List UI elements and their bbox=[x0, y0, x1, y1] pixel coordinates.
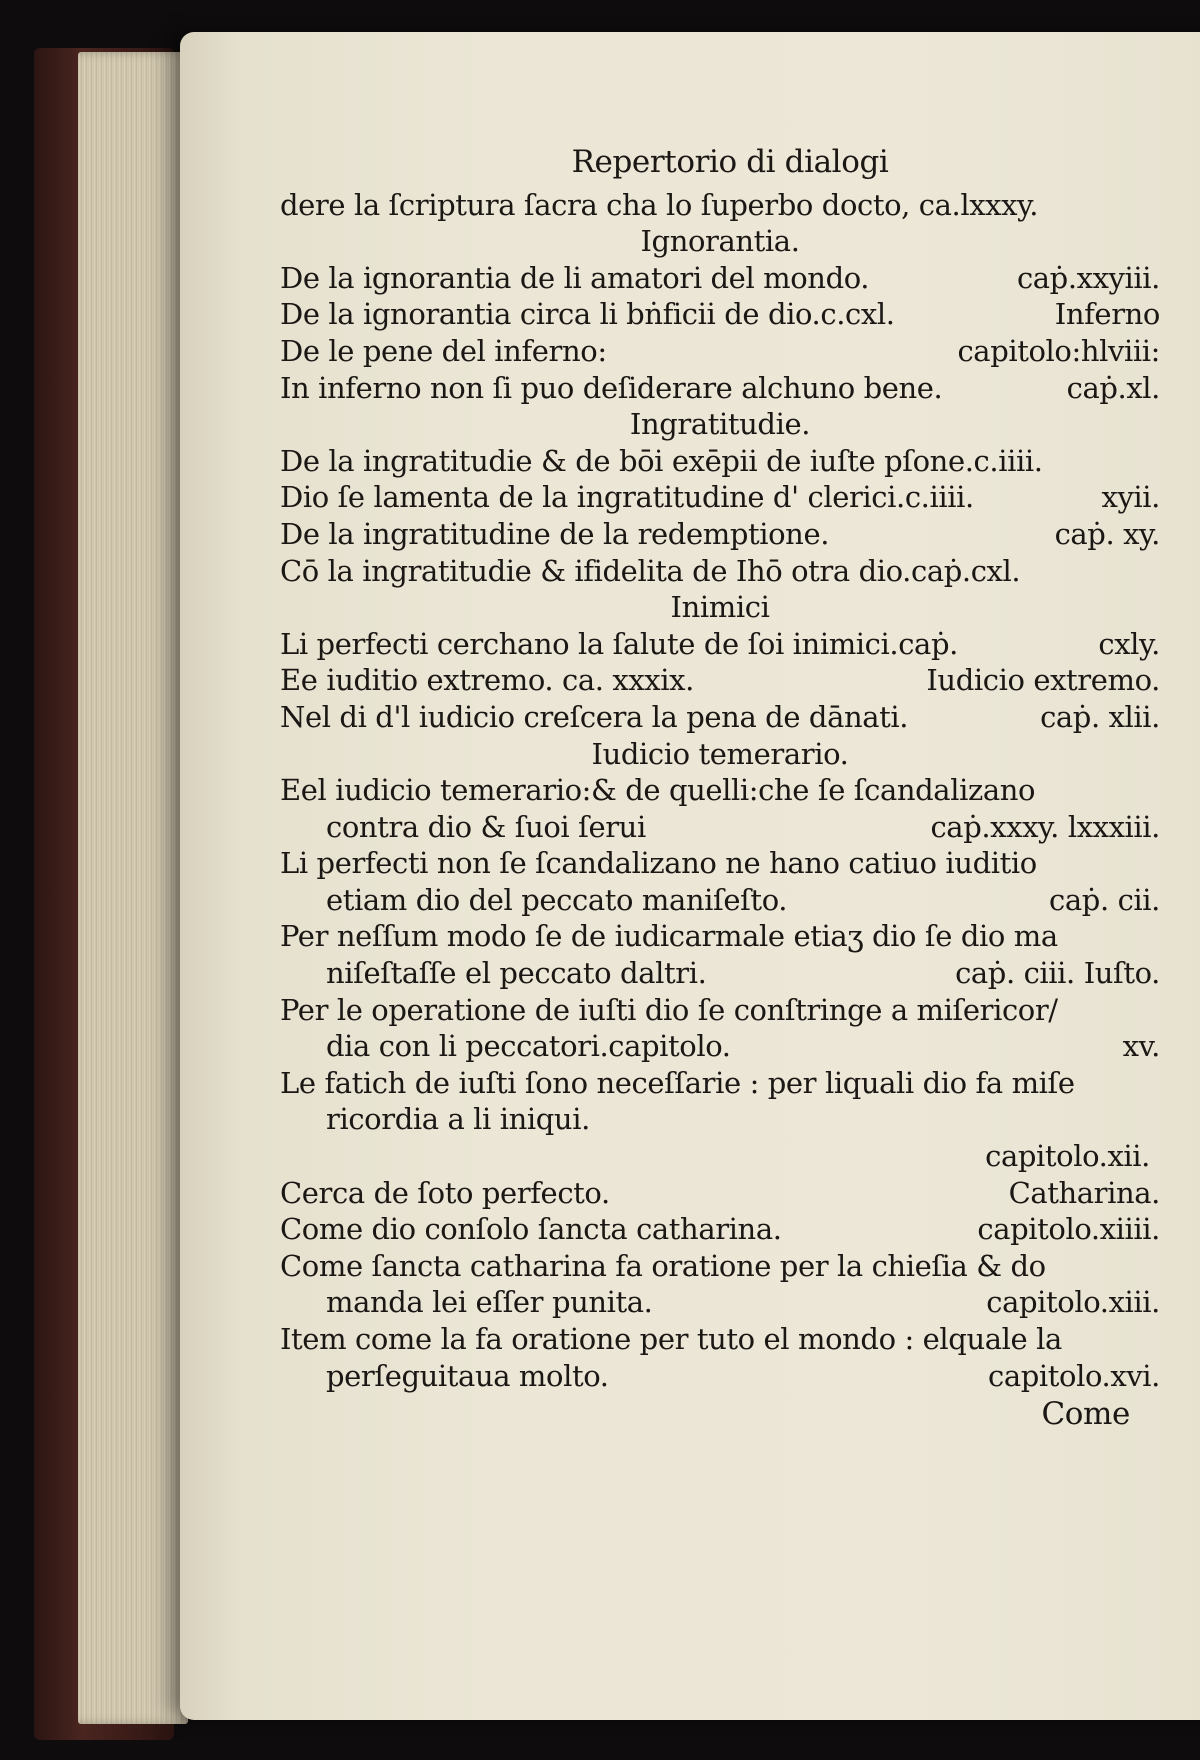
entry-text: ricordia a li iniqui. bbox=[326, 1102, 590, 1137]
entry-text: Li perfecti non ſe ſcandalizano ne hano catiuo iuditio bbox=[280, 846, 1037, 881]
entry-text: Dio ſe lamenta de la ingratitudine d' clerici.c.iiii. bbox=[280, 480, 974, 515]
index-entry bbox=[280, 1211, 1160, 1248]
entry-reference: caṗ. cii. bbox=[1049, 882, 1160, 917]
book-page bbox=[180, 32, 1200, 1720]
entry-text: Eel iudicio temerario:& de quelli:che ſe ſcandalizano bbox=[280, 773, 1036, 808]
index-entry bbox=[280, 443, 1160, 480]
entry-text: De la ingratitudine de la redemptione. bbox=[280, 516, 830, 551]
index-entry bbox=[280, 333, 1160, 370]
index-entry bbox=[280, 699, 1160, 736]
section-heading: Ignorantia. bbox=[640, 224, 800, 259]
index-entry bbox=[280, 1321, 1160, 1358]
index-entry bbox=[280, 882, 1160, 919]
entry-reference: cxly. bbox=[1098, 626, 1160, 661]
entry-text: perſeguitaua molto. bbox=[326, 1358, 609, 1393]
index-entry bbox=[280, 1065, 1160, 1102]
entry-text: De le pene del inferno: bbox=[280, 333, 607, 368]
entry-text: Come dio conſolo ſancta catharina. bbox=[280, 1212, 782, 1247]
entry-reference: capitolo.xiiii. bbox=[977, 1212, 1160, 1247]
entry-text: dere la ſcriptura ſacra cha lo ſuperbo docto, ca.lxxxy. bbox=[280, 187, 1039, 222]
index-entry bbox=[280, 1101, 1160, 1138]
entry-text: Item come la fa oratione per tuto el mondo : elquale la bbox=[280, 1322, 1062, 1356]
running-head: Repertorio di dialogi bbox=[571, 144, 889, 180]
index-entry bbox=[280, 772, 1160, 809]
entry-reference: caṗ. xy. bbox=[1054, 516, 1160, 551]
entry-reference: xyii. bbox=[1101, 480, 1160, 515]
entry-text: Cō la ingratitudie & ifidelita de Ihō otra dio.caṗ.cxl. bbox=[280, 553, 1021, 588]
entry-text: In inferno non ſi puo deſiderare alchuno bene. bbox=[280, 370, 943, 405]
section-heading: Inimici bbox=[670, 590, 770, 625]
section-heading: Ingratitudie. bbox=[629, 407, 811, 442]
entry-reference: caṗ. xlii. bbox=[1040, 699, 1160, 734]
index-entry bbox=[280, 553, 1160, 590]
index-entry bbox=[280, 296, 1160, 333]
entry-reference: capitolo:hlviii: bbox=[957, 333, 1160, 368]
entry-text: contra dio & ſuoi ſerui bbox=[326, 809, 646, 844]
entry-reference: xv. bbox=[1122, 1029, 1160, 1064]
entry-reference: caṗ. ciii. Iuſto. bbox=[955, 956, 1160, 991]
index-entry bbox=[280, 516, 1160, 553]
entry-reference: caṗ.xxxy. lxxxiii. bbox=[930, 809, 1160, 844]
entry-reference: capitolo.xvi. bbox=[988, 1358, 1160, 1393]
index-lines bbox=[280, 187, 1160, 1395]
index-entry bbox=[280, 845, 1160, 882]
index-entry bbox=[280, 1248, 1160, 1285]
entry-text: Li perfecti cerchano la ſalute de ſoi inimici.caṗ. bbox=[280, 626, 958, 661]
index-entry bbox=[280, 809, 1160, 846]
page-edges bbox=[78, 52, 188, 1724]
index-entry bbox=[280, 1175, 1160, 1212]
entry-text: Per neſſum modo ſe de iudicarmale etiaʒ dio ſe dio ma bbox=[280, 919, 1058, 954]
entry-text: De la ignorantia de li amatori del mondo. bbox=[280, 260, 870, 295]
index-entry bbox=[280, 370, 1160, 407]
entry-text: Cerca de ſoto perfecto. bbox=[280, 1175, 610, 1210]
entry-text: Ee iuditio extremo. ca. xxxix. bbox=[280, 663, 694, 698]
index-entry bbox=[280, 1284, 1160, 1321]
entry-text: De la ingratitudie & de bōi exēpii de iuſte pſone.c.iiii. bbox=[280, 443, 1043, 478]
entry-text: dia con li peccatori.capitolo. bbox=[326, 1029, 731, 1064]
index-entry bbox=[280, 1028, 1160, 1065]
entry-text: etiam dio del peccato maniſeſto. bbox=[326, 882, 788, 917]
entry-text: manda lei eſſer punita. bbox=[326, 1285, 653, 1320]
catchword: Come bbox=[1041, 1396, 1130, 1433]
entry-text: Per le operatione de iuſti dio ſe conſtringe a miſericor/ bbox=[280, 992, 1058, 1027]
entry-reference: capitolo.xiii. bbox=[986, 1285, 1160, 1320]
index-reference: capitolo.xii. bbox=[985, 1139, 1150, 1174]
index-entry bbox=[280, 260, 1160, 297]
index-entry bbox=[280, 662, 1160, 699]
index-entry bbox=[280, 479, 1160, 516]
entry-text: Come ſancta catharina fa oratione per la chieſia & do bbox=[280, 1248, 1046, 1283]
page-text bbox=[280, 144, 1160, 1433]
section-heading: Iudicio temerario. bbox=[591, 736, 849, 771]
entry-text: Nel di d'l iudicio creſcera la pena de dānati. bbox=[280, 699, 909, 734]
entry-text: De la ignorantia circa li bṅficii de dio.c.cxl. bbox=[280, 297, 895, 332]
index-entry bbox=[280, 918, 1160, 955]
index-entry bbox=[280, 992, 1160, 1029]
index-entry bbox=[280, 955, 1160, 992]
entry-reference: Iudicio extremo. bbox=[926, 663, 1160, 698]
entry-reference: caṗ.xl. bbox=[1066, 370, 1160, 405]
entry-text: niſeſtaſſe el peccato daltri. bbox=[326, 956, 707, 991]
entry-reference: Inferno bbox=[1054, 297, 1160, 332]
entry-text: Le fatich de iuſti ſono neceſſarie : per liquali dio fa miſe bbox=[280, 1065, 1075, 1100]
entry-reference: Catharina. bbox=[1008, 1175, 1160, 1210]
index-entry bbox=[280, 187, 1160, 224]
index-entry bbox=[280, 1358, 1160, 1395]
entry-reference: caṗ.xxyiii. bbox=[1016, 260, 1160, 295]
index-entry bbox=[280, 626, 1160, 663]
